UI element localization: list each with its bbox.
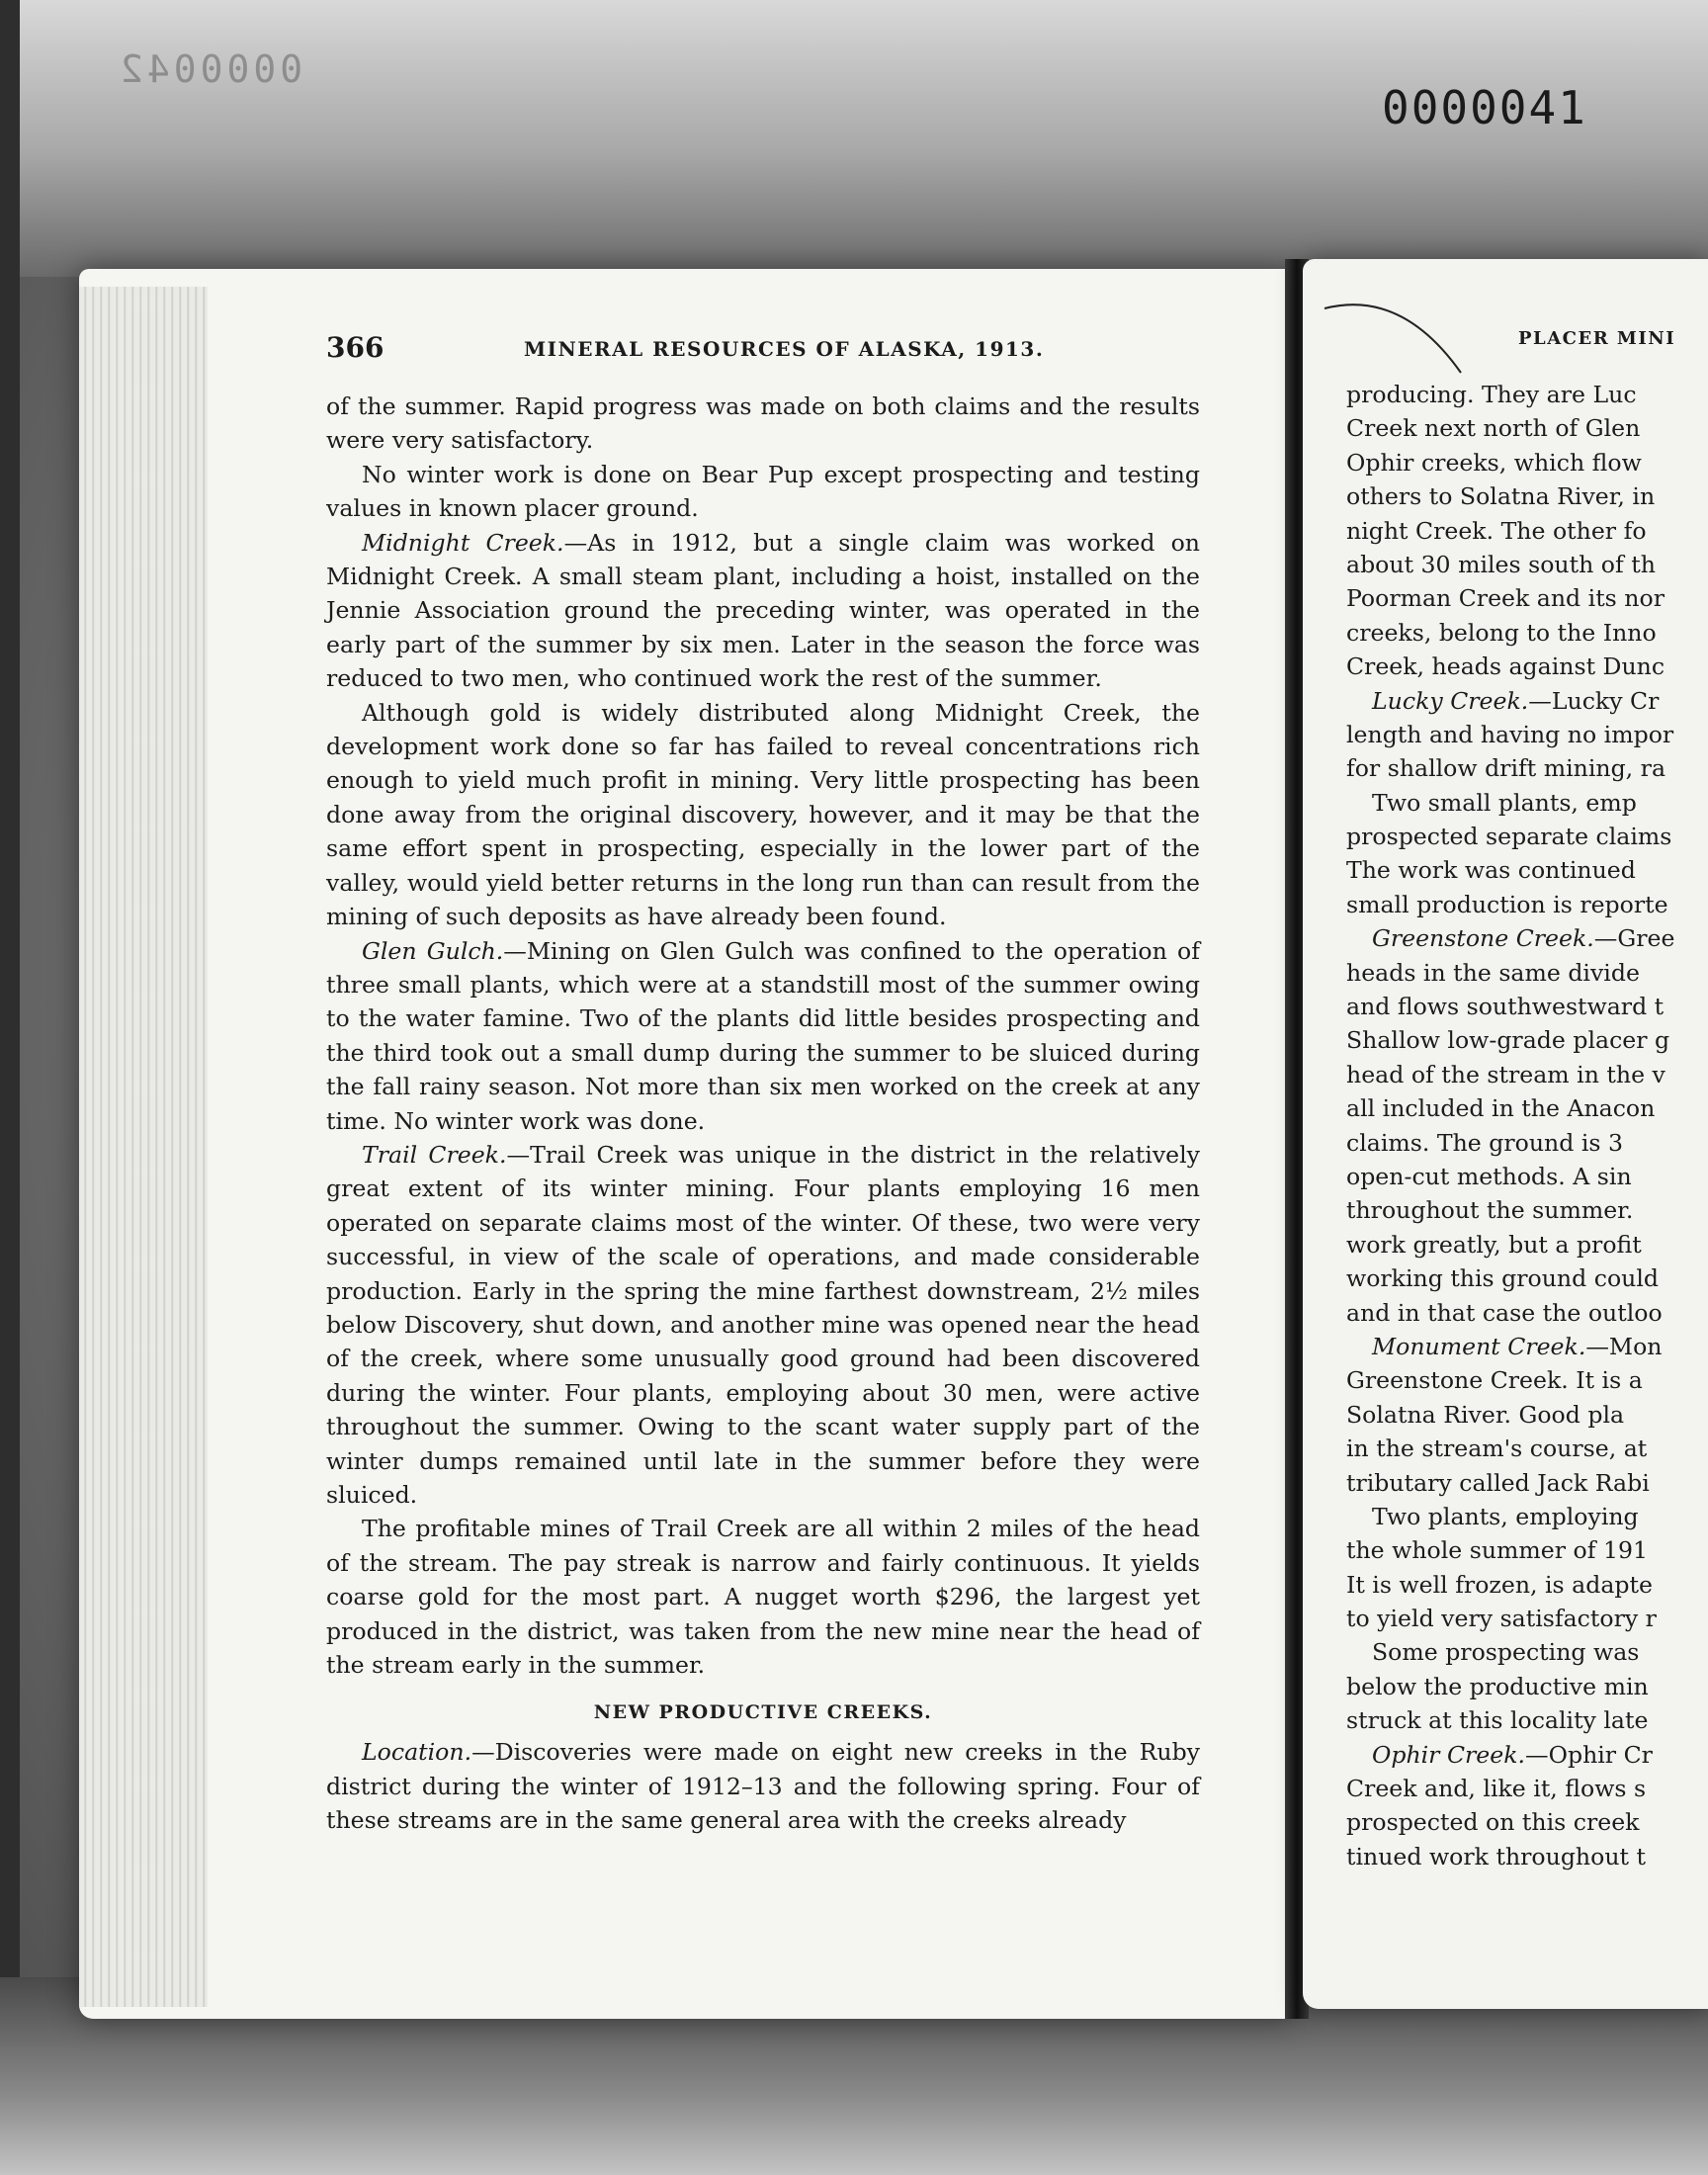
line-text: in the stream's course, at	[1346, 1435, 1648, 1463]
paragraph-lead: Ophir Creek.	[1372, 1740, 1526, 1769]
paragraph: Trail Creek.—Trail Creek was unique in the district in the relatively great extent of its winter mining. Four plants employing 16 men operated on separate claims most of the winter. Of these, two were very successful, in view of the scale of operations, and made considerable production. Early in the spring the mine farthest downstream, 2½ miles below Discovery, shut down, and another mine was opened near the head of the creek, where some unusually good ground had been discovered during the winter. Four plants, employing about 30 men, were active throughout the summer. Owing to the scant water supply part of the winter dumps remained until late in the summer before they were sluiced.	[326, 1140, 1201, 1509]
line-text: claims. The ground is 3	[1346, 1128, 1623, 1157]
right-page-line	[1346, 1398, 1708, 1432]
paragraph-lead: Greenstone Creek.	[1372, 924, 1594, 953]
right-page	[1303, 259, 1708, 2009]
line-text: the whole summer of 191	[1346, 1536, 1649, 1565]
right-page-line	[1346, 1840, 1708, 1873]
line-text: Creek next north of Glen	[1346, 414, 1641, 443]
line-text: Two small plants, emp	[1372, 788, 1637, 817]
line-text: work greatly, but a profit	[1346, 1230, 1642, 1259]
right-page-line	[1346, 1703, 1708, 1737]
right-page-line	[1346, 786, 1708, 820]
line-text: Solatna River. Good pla	[1346, 1400, 1625, 1429]
page-number: 366	[326, 331, 384, 364]
scan-left-edge	[0, 0, 20, 2175]
right-page-line	[1346, 1670, 1708, 1703]
line-text: Some prospecting was	[1372, 1638, 1640, 1667]
line-text: prospected separate claims	[1346, 823, 1672, 851]
right-page-line	[1346, 888, 1708, 921]
line-text: working this ground could	[1346, 1264, 1659, 1293]
right-page-line	[1346, 1262, 1708, 1295]
line-text: to yield very satisfactory r	[1346, 1605, 1657, 1633]
line-text: night Creek. The other fo	[1346, 516, 1647, 545]
paragraph-lead: Midnight Creek.	[362, 528, 564, 557]
right-page-line	[1346, 1772, 1708, 1805]
paragraph: Location.—Discoveries were made on eight new creeks in the Ruby district during the winter of 1912–13 and the following spring. Four of these streams are in the same general area with the creeks already	[326, 1738, 1200, 1835]
line-text: small production is reporte	[1346, 890, 1668, 918]
line-text: and in that case the outloo	[1346, 1298, 1663, 1327]
right-text-column	[1346, 378, 1708, 1873]
line-text: prospected on this creek	[1346, 1808, 1640, 1837]
line-text: for shallow drift mining, ra	[1346, 754, 1666, 783]
paragraph: Glen Gulch.—Mining on Glen Gulch was confined to the operation of three small plants, which were at a standstill most of the summer owing to the water famine. Two of the plants did little besides prospecting and the third took out a small dump during the summer to be sluiced during the fall rainy season. Not more than six men worked on the creek at any time. No winter work was done.	[326, 936, 1200, 1135]
right-page-line	[1346, 446, 1708, 479]
page-stamp-number: 0000041	[1382, 81, 1587, 134]
line-text: The work was continued	[1346, 856, 1636, 885]
line-text: tributary called Jack Rabi	[1346, 1468, 1650, 1497]
line-text: creeks, belong to the Inno	[1346, 618, 1657, 647]
line-text: throughout the summer.	[1346, 1196, 1634, 1225]
ghost-page-stamp: 0000042	[117, 47, 303, 91]
line-text: Greenstone Creek. It is a	[1346, 1366, 1643, 1395]
left-running-head	[326, 331, 1196, 371]
line-text: open-cut methods. A sin	[1346, 1162, 1632, 1190]
right-page-line	[1346, 1432, 1708, 1465]
page-edges	[79, 287, 208, 2007]
paragraph: Although gold is widely distributed along Midnight Creek, the development work done so far has failed to reveal concentrations rich enough to yield much profit in mining. Very little prospecting has been done away from the original discovery, however, and it may be that the same effort spent in prospecting, especially in the lower part of the valley, would yield better returns in the long run than can result from the mining of such deposits as have already been found.	[326, 698, 1200, 931]
right-page-line	[1346, 1058, 1708, 1091]
line-text: and flows southwestward t	[1346, 993, 1665, 1021]
line-text: Creek and, like it, flows s	[1346, 1775, 1647, 1803]
right-page-line	[1346, 581, 1708, 615]
right-page-line	[1346, 479, 1708, 513]
right-page-line	[1346, 1738, 1708, 1772]
right-page-line	[1346, 684, 1708, 718]
right-page-line	[1346, 1296, 1708, 1330]
right-page-line	[1346, 1363, 1708, 1397]
right-page-line	[1346, 548, 1708, 581]
right-page-line	[1346, 1568, 1708, 1602]
paragraph-lead: Glen Gulch.	[362, 936, 504, 965]
line-text: length and having no impor	[1346, 720, 1674, 748]
line-text: struck at this locality late	[1346, 1706, 1649, 1735]
right-running-head: PLACER MINI	[1518, 328, 1676, 349]
right-page-line	[1346, 1228, 1708, 1262]
line-text: heads in the same divide	[1346, 958, 1640, 987]
line-text: all included in the Anacon	[1346, 1094, 1656, 1123]
right-page-line	[1346, 1330, 1708, 1363]
scan-top-shadow	[0, 0, 1708, 277]
line-text: Poorman Creek and its nor	[1346, 584, 1665, 613]
right-page-line	[1346, 1023, 1708, 1057]
right-page-line	[1346, 921, 1708, 955]
right-page-line	[1346, 1533, 1708, 1567]
running-head-title: MINERAL RESOURCES OF ALASKA, 1913.	[524, 337, 1045, 361]
paragraph-lead: Lucky Creek.	[1372, 686, 1529, 715]
right-page-line	[1346, 1466, 1708, 1500]
line-text: Creek, heads against Dunc	[1346, 652, 1665, 681]
paragraph: of the summer. Rapid progress was made on both claims and the results were very satisfactory.	[326, 392, 1200, 455]
right-page-line	[1346, 1091, 1708, 1125]
right-page-line	[1346, 411, 1708, 445]
right-page-line	[1346, 820, 1708, 853]
paragraph: Midnight Creek.—As in 1912, but a single claim was worked on Midnight Creek. A small steam plant, including a hoist, installed on the Jennie Association ground the preceding winter, was operated in the early part of the summer by six men. Later in the season the force was reduced to two men, who continued work the rest of the summer.	[326, 528, 1200, 693]
line-text: Two plants, employing	[1372, 1502, 1639, 1530]
right-page-line	[1346, 1500, 1708, 1533]
right-page-line	[1346, 616, 1708, 650]
right-page-line	[1346, 751, 1708, 785]
line-text: —Ophir Cr	[1525, 1740, 1653, 1769]
line-text: It is well frozen, is adapte	[1346, 1570, 1653, 1599]
line-text: producing. They are Luc	[1346, 381, 1637, 408]
right-page-line	[1346, 378, 1708, 411]
line-text: Ophir creeks, which flow	[1346, 448, 1642, 477]
right-page-line	[1346, 1126, 1708, 1160]
right-page-line	[1346, 718, 1708, 751]
paragraph-lead: Monument Creek.	[1372, 1332, 1586, 1360]
right-page-line	[1346, 1160, 1708, 1193]
line-text: Shallow low-grade placer g	[1346, 1026, 1670, 1055]
pencil-mark	[1323, 269, 1481, 378]
right-page-line	[1346, 853, 1708, 887]
paragraph: No winter work is done on Bear Pup except prospecting and testing values in known placer ground.	[326, 460, 1200, 523]
line-text: tinued work throughout t	[1346, 1842, 1646, 1870]
paragraph-lead: Location.	[362, 1738, 472, 1767]
right-page-line	[1346, 1805, 1708, 1839]
section-heading: NEW PRODUCTIVE CREEKS.	[593, 1701, 933, 1724]
right-page-line	[1346, 1602, 1708, 1635]
right-page-line	[1346, 956, 1708, 990]
left-text-column	[326, 390, 1200, 1838]
right-page-line	[1346, 650, 1708, 683]
right-page-line	[1346, 514, 1708, 548]
line-text: head of the stream in the v	[1346, 1060, 1665, 1088]
right-page-line	[1346, 990, 1708, 1023]
line-text: —Mon	[1585, 1332, 1663, 1360]
line-text: others to Solatna River, in	[1346, 482, 1656, 511]
right-page-line	[1346, 1635, 1708, 1669]
line-text: —Gree	[1593, 924, 1675, 953]
line-text: —Lucky Cr	[1528, 686, 1660, 715]
right-page-line	[1346, 1193, 1708, 1227]
line-text: about 30 miles south of th	[1346, 550, 1656, 578]
paragraph-lead: Trail Creek.	[362, 1140, 507, 1169]
paragraph: The profitable mines of Trail Creek are all within 2 miles of the head of the stream. The pay streak is narrow and fairly continuous. It yields coarse gold for the most part. A nugget worth $296, the largest yet produced in the district, was taken from the new mine near the head of the stream early in the summer.	[326, 1515, 1200, 1680]
line-text: below the productive min	[1346, 1672, 1649, 1700]
